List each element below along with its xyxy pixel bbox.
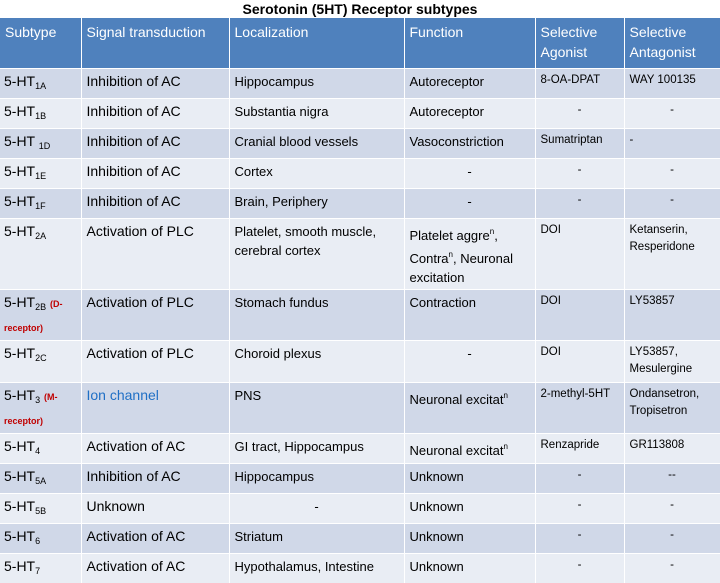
table-row	[0, 341, 720, 383]
agonist-cell: -	[535, 189, 624, 219]
signal-cell: Ion channel	[81, 383, 229, 434]
function-cell	[404, 129, 535, 159]
antagonist-cell: LY53857, Mesulergine	[624, 341, 720, 383]
function-cell	[404, 341, 535, 383]
subtype-subscript: 1E	[35, 171, 46, 181]
localization-cell: Cranial blood vessels	[229, 129, 404, 159]
subtype-cell	[0, 159, 81, 189]
signal-cell: Activation of PLC	[81, 341, 229, 383]
function-text: Vasoconstriction	[410, 134, 504, 149]
table-row	[0, 554, 720, 583]
subtype-subscript: 3	[35, 395, 40, 405]
antagonist-cell: --	[624, 464, 720, 494]
function-text: Unknown	[410, 529, 464, 544]
localization-cell: Choroid plexus	[229, 341, 404, 383]
subtype-base: 5-HT	[4, 468, 35, 484]
antagonist-cell: Ketanserin, Resperidone	[624, 219, 720, 290]
subtype-base: 5-HT	[4, 294, 35, 310]
function-text: -	[467, 346, 471, 361]
antagonist-cell: -	[624, 159, 720, 189]
subtype-cell	[0, 290, 81, 341]
signal-cell: Inhibition of AC	[81, 69, 229, 99]
subtype-cell	[0, 189, 81, 219]
agonist-cell: DOI	[535, 290, 624, 341]
function-text: Unknown	[410, 469, 464, 484]
localization-cell: Hippocampus	[229, 69, 404, 99]
localization-cell: Substantia nigra	[229, 99, 404, 129]
agonist-cell: -	[535, 554, 624, 583]
localization-cell: Platelet, smooth muscle, cerebral cortex	[229, 219, 404, 290]
agonist-cell: -	[535, 464, 624, 494]
signal-cell: Activation of PLC	[81, 290, 229, 341]
function-cell	[404, 99, 535, 129]
table-row	[0, 69, 720, 99]
subtype-cell	[0, 554, 81, 583]
function-text: Autoreceptor	[410, 74, 484, 89]
antagonist-cell: -	[624, 554, 720, 583]
signal-cell: Inhibition of AC	[81, 189, 229, 219]
subtype-base: 5-HT	[4, 345, 35, 361]
function-cell	[404, 494, 535, 524]
table-row	[0, 99, 720, 129]
agonist-cell: 8-OA-DPAT	[535, 69, 624, 99]
function-sup: n	[490, 227, 494, 236]
function-text: Autoreceptor	[410, 104, 484, 119]
subtype-note: (M-receptor)	[4, 392, 58, 426]
subtype-note: (D-receptor)	[4, 299, 63, 333]
function-cell	[404, 464, 535, 494]
function-sup: n	[503, 391, 507, 400]
agonist-cell: Sumatriptan	[535, 129, 624, 159]
subtype-subscript: 1F	[35, 201, 46, 211]
subtype-cell	[0, 383, 81, 434]
subtype-cell	[0, 219, 81, 290]
subtype-base: 5-HT	[4, 103, 35, 119]
subtype-cell	[0, 524, 81, 554]
function-text2: , Contra	[410, 228, 498, 266]
table-row	[0, 383, 720, 434]
agonist-cell: Renzapride	[535, 434, 624, 464]
subtype-subscript: 2B	[35, 302, 46, 312]
function-text: Neuronal excitat	[410, 392, 504, 407]
function-text: Neuronal excitat	[410, 443, 504, 458]
subtype-subscript: 5A	[35, 476, 46, 486]
antagonist-cell: WAY 100135	[624, 69, 720, 99]
signal-cell: Unknown	[81, 494, 229, 524]
subtype-subscript: 6	[35, 536, 40, 546]
signal-cell: Inhibition of AC	[81, 464, 229, 494]
subtype-subscript: 4	[35, 446, 40, 456]
subtype-cell	[0, 494, 81, 524]
subtype-base: 5-HT	[4, 133, 39, 149]
subtype-subscript: 2A	[35, 231, 46, 241]
function-cell	[404, 290, 535, 341]
localization-cell: PNS	[229, 383, 404, 434]
subtype-subscript: 5B	[35, 506, 46, 516]
table-row	[0, 129, 720, 159]
localization-cell: Cortex	[229, 159, 404, 189]
signal-cell: Inhibition of AC	[81, 159, 229, 189]
table-header-row	[0, 18, 720, 69]
agonist-cell: -	[535, 99, 624, 129]
antagonist-cell: -	[624, 189, 720, 219]
signal-cell: Inhibition of AC	[81, 99, 229, 129]
function-text3: , Neuronal excitation	[410, 251, 513, 285]
subtype-base: 5-HT	[4, 163, 35, 179]
antagonist-cell: -	[624, 494, 720, 524]
antagonist-cell: LY53857	[624, 290, 720, 341]
function-cell	[404, 524, 535, 554]
antagonist-cell: -	[624, 129, 720, 159]
page-title: Serotonin (5HT) Receptor subtypes	[0, 0, 720, 18]
subtype-subscript: 1A	[35, 81, 46, 91]
signal-cell: Activation of PLC	[81, 219, 229, 290]
header-localization: Localization	[229, 18, 404, 69]
antagonist-cell: GR113808	[624, 434, 720, 464]
subtype-cell	[0, 341, 81, 383]
agonist-cell: 2-methyl-5HT	[535, 383, 624, 434]
antagonist-cell: -	[624, 99, 720, 129]
function-cell	[404, 554, 535, 583]
table-row	[0, 290, 720, 341]
signal-cell: Activation of AC	[81, 554, 229, 583]
subtype-base: 5-HT	[4, 438, 35, 454]
function-cell	[404, 434, 535, 464]
agonist-cell: DOI	[535, 219, 624, 290]
table-row	[0, 524, 720, 554]
localization-cell: Striatum	[229, 524, 404, 554]
function-text: -	[467, 164, 471, 179]
agonist-cell: -	[535, 159, 624, 189]
function-text: -	[467, 194, 471, 209]
function-cell	[404, 69, 535, 99]
receptor-table	[0, 18, 720, 583]
function-cell	[404, 159, 535, 189]
table-row	[0, 494, 720, 524]
table-row	[0, 159, 720, 189]
subtype-cell	[0, 69, 81, 99]
function-cell	[404, 383, 535, 434]
table-row	[0, 464, 720, 494]
subtype-subscript: 1D	[39, 141, 51, 151]
localization-cell: -	[229, 494, 404, 524]
localization-cell: GI tract, Hippocampus	[229, 434, 404, 464]
subtype-base: 5-HT	[4, 223, 35, 239]
subtype-subscript: 2C	[35, 353, 47, 363]
function-text: Contraction	[410, 295, 476, 310]
function-cell	[404, 189, 535, 219]
signal-cell: Activation of AC	[81, 434, 229, 464]
table-row	[0, 189, 720, 219]
subtype-cell	[0, 99, 81, 129]
localization-cell: Stomach fundus	[229, 290, 404, 341]
header-function: Function	[404, 18, 535, 69]
function-text: Unknown	[410, 499, 464, 514]
function-sup2: n	[449, 250, 453, 259]
table-row	[0, 434, 720, 464]
function-cell	[404, 219, 535, 290]
agonist-cell: DOI	[535, 341, 624, 383]
subtype-base: 5-HT	[4, 498, 35, 514]
localization-cell: Hypothalamus, Intestine	[229, 554, 404, 583]
localization-cell: Brain, Periphery	[229, 189, 404, 219]
header-selective-agonist: Selective Agonist	[535, 18, 624, 69]
antagonist-cell: Ondansetron, Tropisetron	[624, 383, 720, 434]
antagonist-cell: -	[624, 524, 720, 554]
localization-cell: Hippocampus	[229, 464, 404, 494]
agonist-cell: -	[535, 524, 624, 554]
function-text: Platelet aggre	[410, 228, 490, 243]
subtype-base: 5-HT	[4, 73, 35, 89]
subtype-base: 5-HT	[4, 193, 35, 209]
subtype-cell	[0, 434, 81, 464]
subtype-cell	[0, 464, 81, 494]
signal-cell: Activation of AC	[81, 524, 229, 554]
subtype-subscript: 1B	[35, 111, 46, 121]
subtype-cell	[0, 129, 81, 159]
function-text: Unknown	[410, 559, 464, 574]
subtype-base: 5-HT	[4, 528, 35, 544]
agonist-cell: -	[535, 494, 624, 524]
subtype-subscript: 7	[35, 566, 40, 576]
header-selective-antagonist: Selective Antagonist	[624, 18, 720, 69]
subtype-base: 5-HT	[4, 387, 35, 403]
function-sup: n	[503, 442, 507, 451]
header-subtype: Subtype	[0, 18, 81, 69]
signal-cell: Inhibition of AC	[81, 129, 229, 159]
table-row	[0, 219, 720, 290]
header-signal-transduction: Signal transduction	[81, 18, 229, 69]
subtype-base: 5-HT	[4, 558, 35, 574]
